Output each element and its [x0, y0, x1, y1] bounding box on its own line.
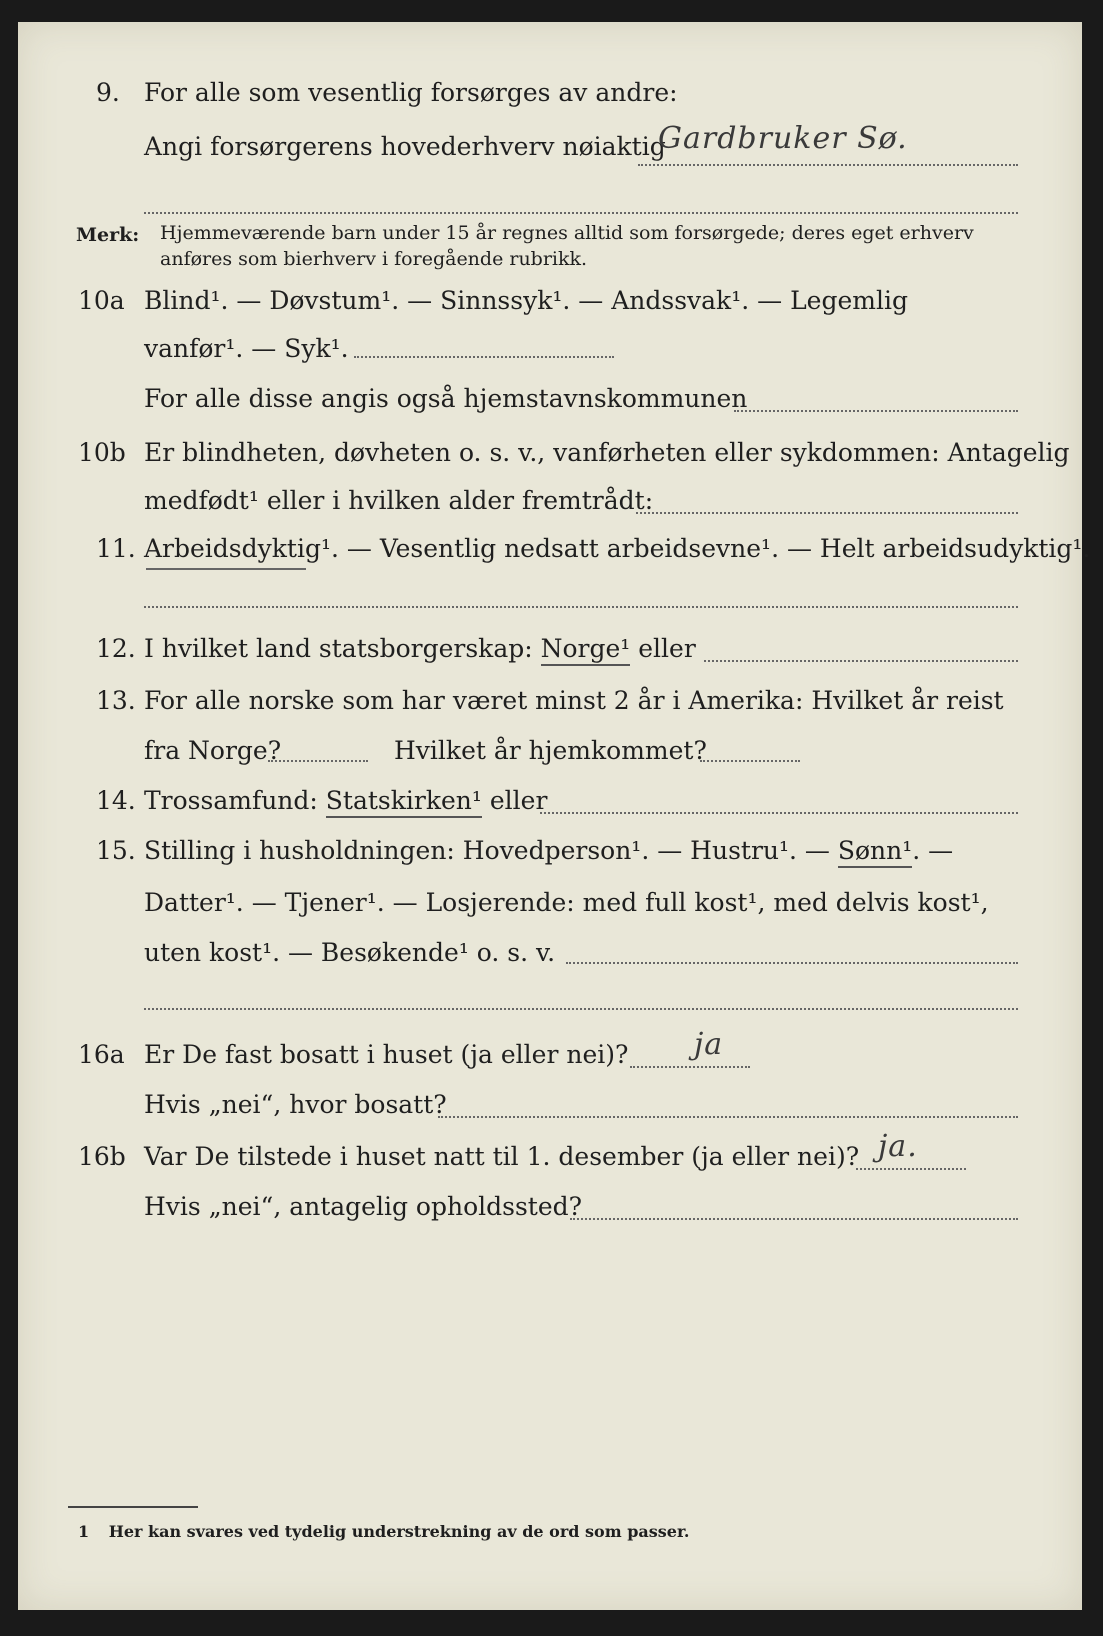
q15-text1: Stilling i husholdningen: Hovedperson¹. — Hustru¹. — — [144, 836, 830, 865]
footnote-rule — [68, 1506, 198, 1508]
q16a-where-line — [438, 1116, 1018, 1118]
q9-handwritten-answer: Gardbruker Sø. — [658, 121, 908, 156]
q10a-text1: Blind¹. — Døvstum¹. — Sinnssyk¹. — Andssvak¹. — Legemlig — [144, 286, 908, 315]
q12-prefix: I hvilket land statsborgerskap: — [144, 634, 533, 663]
q14-other-line — [540, 812, 1018, 814]
q10a-text2: vanfør¹. — Syk¹. — [144, 334, 349, 363]
q11-extra-line — [144, 606, 1018, 608]
footnote-mark: 1 — [78, 1522, 90, 1541]
q15-extra-line — [144, 1008, 1018, 1010]
q14-prefix: Trossamfund: — [144, 786, 318, 815]
q9-extra-line — [144, 212, 1018, 214]
q15-content — [144, 836, 953, 866]
q9-answer-line — [638, 164, 1018, 166]
q15-text3: uten kost¹. — Besøkende¹ o. s. v. — [144, 938, 556, 967]
q12-option-norge: Norge¹ — [541, 634, 631, 666]
q16b-text1: Var De tilstede i huset natt til 1. desember (ja eller nei)? — [144, 1142, 860, 1171]
q16a-text1: Er De fast bosatt i huset (ja eller nei)? — [144, 1040, 629, 1069]
q13-text1: For alle norske som har været minst 2 år i Amerika: Hvilket år reist — [144, 686, 1004, 715]
q15-text2: Datter¹. — Tjener¹. — Losjerende: med full kost¹, med delvis kost¹, — [144, 888, 989, 917]
q16a-handwritten-answer: ja — [694, 1027, 724, 1062]
q13-text2a: fra Norge? — [144, 736, 282, 765]
q14-content — [144, 786, 547, 816]
q16b-answer-line — [856, 1168, 966, 1170]
merk-text2: anføres som bierhverv i foregående rubrikk. — [160, 248, 588, 270]
q16a-answer-line — [630, 1066, 750, 1068]
q14-suffix: eller — [489, 786, 548, 815]
q16b-where-line — [570, 1218, 1018, 1220]
q10b-number: 10b — [78, 438, 126, 467]
q15-fill-line — [566, 962, 1018, 964]
q10b-age-line — [636, 512, 1018, 514]
q16b-number: 16b — [78, 1142, 126, 1171]
q13-text2b: Hvilket år hjemkommet? — [394, 736, 707, 765]
q9-text2: Angi forsørgerens hovederhverv nøiaktig — [144, 132, 666, 161]
q10a-home-line — [734, 410, 1018, 412]
q11-underline-mark — [146, 568, 306, 570]
form-page — [18, 22, 1091, 1610]
footnote-text: Her kan svares ved tydelig understrekning av de ord som passer. — [108, 1522, 690, 1541]
q12-other-line — [704, 660, 1018, 662]
q9-text1: For alle som vesentlig forsørges av andre: — [144, 78, 678, 107]
merk-label: Merk: — [76, 224, 140, 246]
q10a-text3: For alle disse angis også hjemstavnskommunen — [144, 384, 748, 413]
q13-reist-line — [268, 760, 368, 762]
q15-text1-end: . — — [912, 836, 954, 865]
q10b-text1: Er blindheten, døvheten o. s. v., vanførheten eller sykdommen: Antagelig — [144, 438, 1070, 467]
q11-number: 11. — [96, 534, 136, 563]
q15-number: 15. — [96, 836, 136, 865]
q10b-text2: medfødt¹ eller i hvilken alder fremtrådt: — [144, 486, 654, 515]
q13-number: 13. — [96, 686, 136, 715]
q16b-handwritten-answer: ja. — [878, 1129, 918, 1164]
q16b-text2: Hvis „nei“, antagelig opholdssted? — [144, 1192, 583, 1221]
q14-option-statskirken: Statskirken¹ — [326, 786, 482, 818]
q12-content — [144, 634, 696, 664]
q10a-number: 10a — [78, 286, 125, 315]
q16a-number: 16a — [78, 1040, 125, 1069]
q13-hjem-line — [700, 760, 800, 762]
q9-number: 9. — [96, 78, 120, 107]
footnote — [78, 1522, 689, 1541]
q12-number: 12. — [96, 634, 136, 663]
q15-option-sonn: Sønn¹ — [838, 836, 912, 868]
q12-suffix: eller — [638, 634, 696, 663]
q14-number: 14. — [96, 786, 136, 815]
q11-text1: Arbeidsdyktig¹. — Vesentlig nedsatt arbeidsevne¹. — Helt arbeidsudyktig¹. — [144, 534, 1091, 563]
q10a-syk-line — [354, 356, 614, 358]
q16a-text2: Hvis „nei“, hvor bosatt? — [144, 1090, 447, 1119]
merk-text1: Hjemmeværende barn under 15 år regnes alltid som forsørgede; deres eget erhverv — [160, 222, 974, 244]
